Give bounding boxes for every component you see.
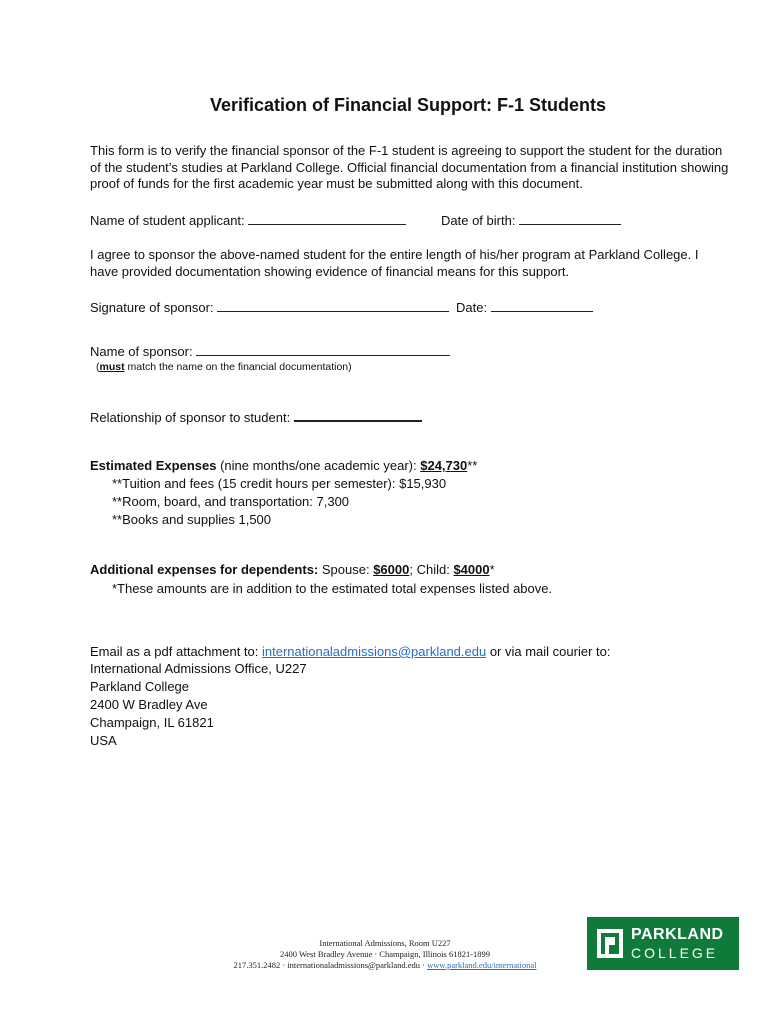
expenses-period: (nine months/one academic year): [216,458,421,473]
submission-suffix: or via mail courier to: [486,644,611,659]
footer-website-link[interactable]: www.parkland.edu/international [427,960,537,970]
submission-line [90,644,610,659]
dob-line[interactable] [519,213,621,225]
expenses-total: $24,730 [420,458,468,473]
expense-item: **Tuition and fees (15 credit hours per semester): $15,930 [112,476,447,491]
spouse-amount: $6000 [373,562,410,577]
footer-contact [220,938,550,971]
agreement-paragraph: I agree to sponsor the above-named student for the entire length of his/her program at Parkland College. I have provided documentation showing evidence of financial means for this support. [90,247,699,279]
date-line[interactable] [491,300,593,312]
note-rest: match the name on the financial documentation) [124,361,352,373]
footer-line3-prefix: 217.351.2482 · internationaladmissions@parkland.edu · [233,960,428,970]
page-title: Verification of Financial Support: F-1 Students [210,95,607,115]
footer-line [220,960,550,971]
date-field[interactable] [456,300,593,315]
dependents-label: Additional expenses for dependents: [90,562,319,577]
sponsor-name-note [96,361,352,373]
relationship-line[interactable] [294,409,422,422]
expense-item: **Room, board, and transportation: 7,300 [112,494,350,509]
address-line: USA [90,733,117,748]
logo-word-parkland: PARKLAND [631,926,724,943]
student-name-field[interactable] [90,213,406,228]
signature-field[interactable] [90,300,449,315]
note-must: must [99,361,125,373]
dependents-heading [90,562,495,577]
student-name-line[interactable] [248,213,406,225]
spouse-label: Spouse: [318,562,374,577]
child-suffix: * [489,562,495,577]
signature-label: Signature of sponsor: [90,300,214,315]
footer-line: International Admissions, Room U227 [319,938,451,948]
dependents-note: *These amounts are in addition to the estimated total expenses listed above. [112,581,553,596]
expenses-total-suffix: ** [467,458,478,473]
sponsor-name-label: Name of sponsor: [90,344,193,359]
sponsor-name-line[interactable] [196,344,450,356]
footer-line: 2400 West Bradley Avenue · Champaign, Illinois 61821-1899 [279,949,491,959]
expenses-label: Estimated Expenses [90,458,217,473]
expense-item: **Books and supplies 1,500 [112,512,272,527]
note-open: ( [96,361,100,373]
signature-line[interactable] [217,300,449,312]
child-label: ; Child: [409,562,454,577]
logo-word-college: COLLEGE [631,945,719,961]
sponsor-name-field[interactable] [90,344,450,359]
student-name-label: Name of student applicant: [90,213,245,228]
dob-label: Date of birth: [441,213,516,228]
relationship-label: Relationship of sponsor to student: [90,410,291,425]
address-line: Parkland College [90,679,190,694]
address-line: International Admissions Office, U227 [90,661,307,676]
expenses-heading [90,458,477,473]
child-amount: $4000 [453,562,490,577]
dob-field[interactable] [441,213,621,228]
address-line: 2400 W Bradley Ave [90,697,208,712]
submission-prefix: Email as a pdf attachment to: [90,644,262,659]
intro-paragraph: This form is to verify the financial sponsor of the F-1 student is agreeing to support the student for the duration of the student’s studies at Parkland College. Official financial documentation from a financial institution showing proof of funds for the first academic year must be submitted along with this document. [90,143,729,191]
relationship-field[interactable] [90,409,422,425]
date-label: Date: [456,300,488,315]
email-link[interactable]: internationaladmissions@parkland.edu [261,644,487,659]
parkland-logo [587,917,739,970]
parkland-logo-icon [597,929,623,958]
address-line: Champaign, IL 61821 [90,715,214,730]
